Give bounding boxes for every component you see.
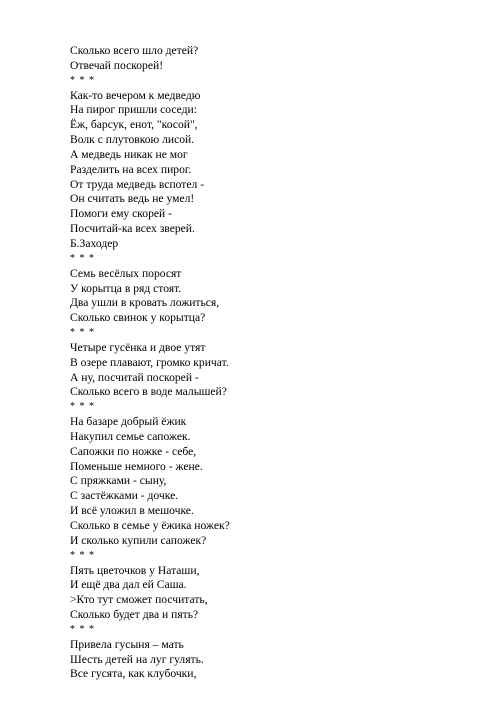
poem-text-block bbox=[70, 44, 450, 682]
stanza-separator: * * * bbox=[70, 252, 95, 264]
text-line: И ещё два дал ей Саша. bbox=[70, 578, 187, 592]
text-line: Он считать ведь не умел! bbox=[70, 192, 195, 206]
text-line: Сколько в семье у ёжика ножек? bbox=[70, 519, 230, 532]
text-line: А ну, посчитай поскорей - bbox=[70, 370, 199, 384]
text-line: А медведь никак не мог bbox=[70, 147, 188, 161]
text-line: Поменьше немного - жене. bbox=[70, 459, 203, 473]
text-line: В озере плавают, громко кричат. bbox=[70, 355, 229, 369]
text-line: Волк с плутовкою лисой. bbox=[70, 133, 195, 147]
stanza-separator: * * * bbox=[70, 549, 95, 561]
stanza-separator: * * * bbox=[70, 401, 95, 413]
text-line: На базаре добрый ёжик bbox=[70, 415, 187, 429]
text-line: От труда медведь вспотел - bbox=[70, 177, 205, 191]
stanza-separator: * * * bbox=[70, 623, 95, 635]
text-line: Посчитай-ка всех зверей. bbox=[70, 222, 195, 236]
text-line: Семь весёлых поросят bbox=[70, 266, 182, 280]
text-line: Пять цветочков у Наташи, bbox=[70, 563, 200, 577]
text-line: Накупил семье сапожек. bbox=[70, 429, 191, 443]
text-line: Б.Заходер bbox=[70, 236, 119, 250]
text-line: Сколько будет два и пять? bbox=[70, 608, 199, 622]
text-line: Помоги ему скорей - bbox=[70, 207, 173, 221]
text-line: Четыре гусёнка и двое утят bbox=[70, 340, 206, 354]
text-line: Сколько свинок у корытца? bbox=[70, 311, 206, 325]
text-line: Два ушли в кровать ложиться, bbox=[70, 296, 220, 310]
text-line: И сколько купили сапожек? bbox=[70, 533, 207, 547]
text-line: Сапожки по ножке - себе, bbox=[70, 444, 197, 458]
stanza-separator: * * * bbox=[70, 327, 95, 339]
text-line: С пряжками - сыну, bbox=[70, 474, 167, 488]
text-line: Все гусята, как клубочки, bbox=[70, 667, 197, 681]
text-line: Сколько всего шло детей? bbox=[70, 44, 199, 57]
text-line: Привела гусыня – мать bbox=[70, 637, 184, 651]
text-line: Как-то вечером к медведю bbox=[70, 88, 201, 102]
stanza-separator: * * * bbox=[70, 74, 95, 86]
text-line: Ёж, барсук, енот, "косой", bbox=[70, 118, 198, 132]
text-line: >Кто тут сможет посчитать, bbox=[70, 593, 208, 607]
text-line: На пирог пришли соседи: bbox=[70, 103, 197, 117]
text-line: Разделить на всех пирог. bbox=[70, 162, 192, 176]
text-line: Сколько всего в воде малышей? bbox=[70, 385, 227, 399]
text-line: Отвечай поскорей! bbox=[70, 58, 164, 72]
text-line: С застёжками - дочке. bbox=[70, 489, 179, 503]
text-line: У корытца в ряд стоят. bbox=[70, 281, 182, 295]
text-line: Шесть детей на луг гулять. bbox=[70, 652, 204, 666]
text-line: И всё уложил в мешочке. bbox=[70, 504, 194, 518]
